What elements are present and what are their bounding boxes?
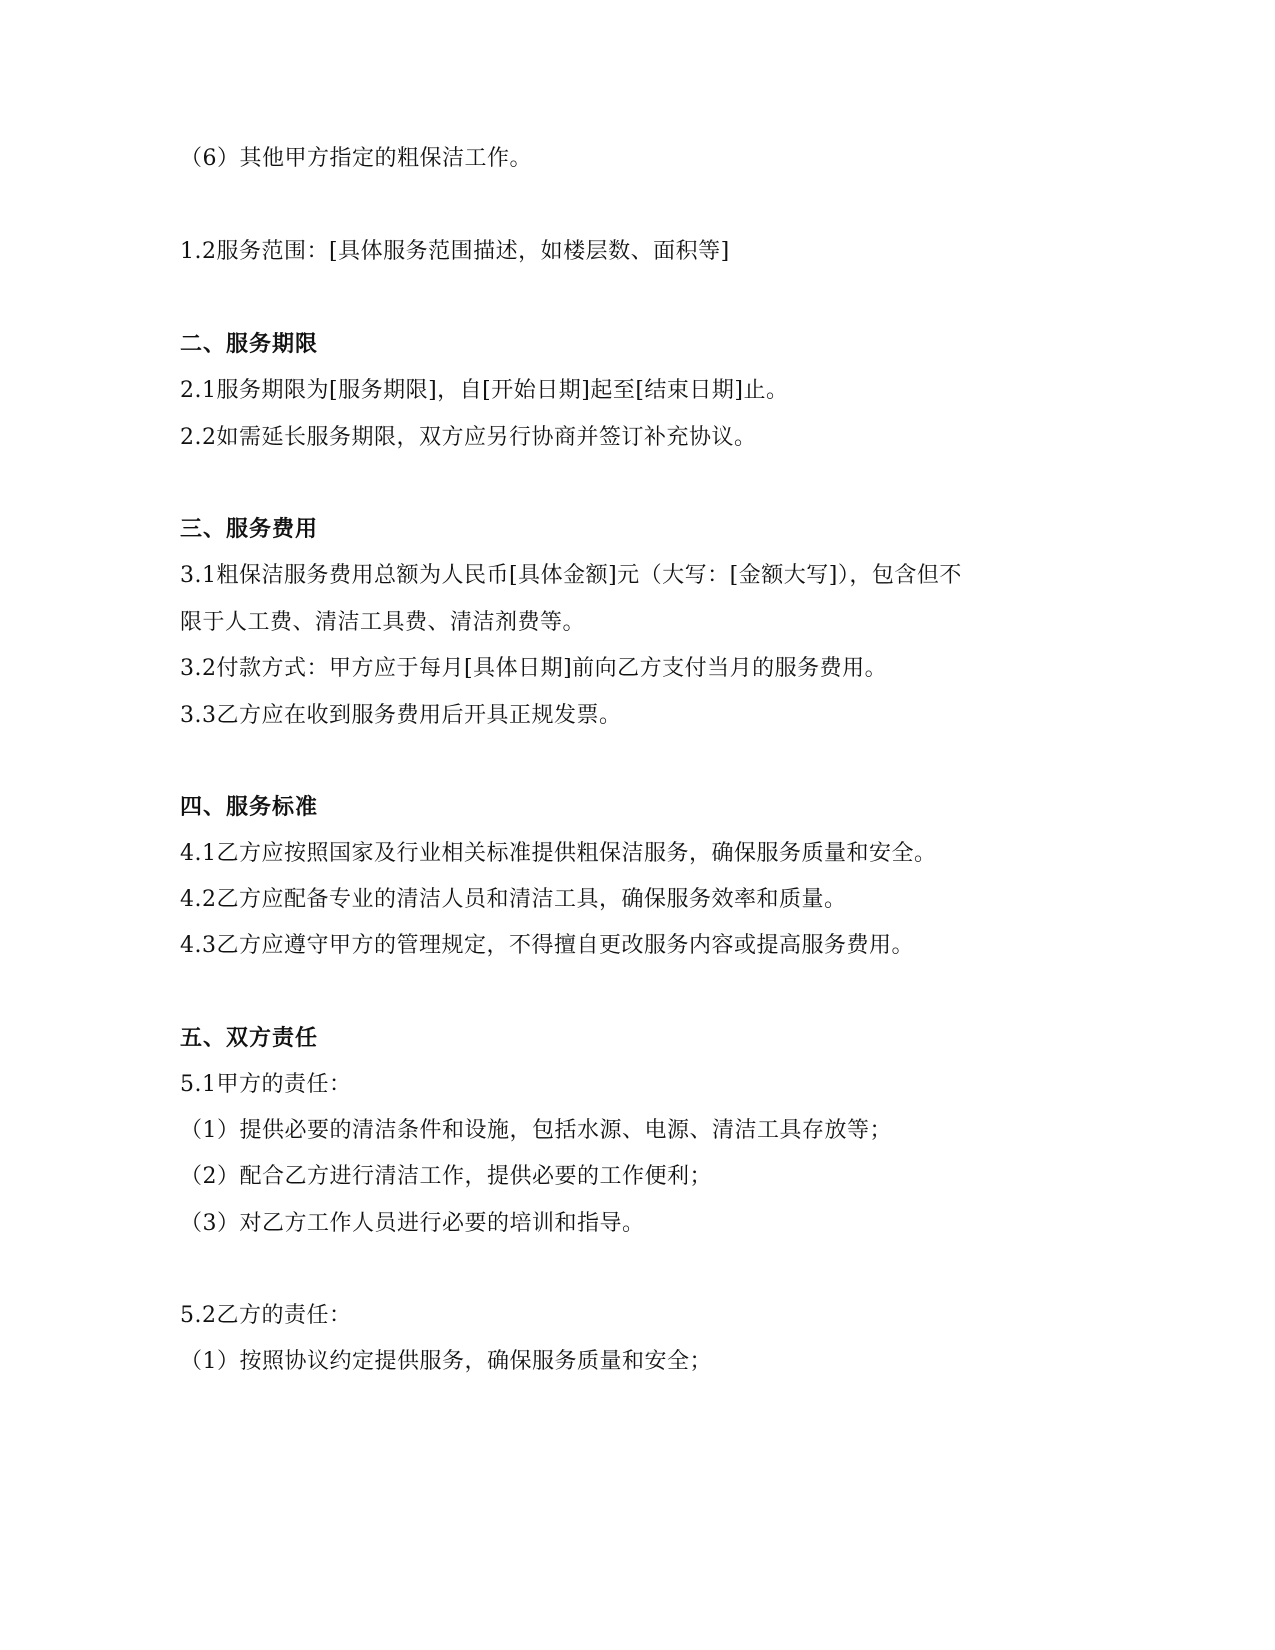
text-line: 4.3乙方应遵守甲方的管理规定，不得擅自更改服务内容或提高服务费用。 [180, 933, 914, 958]
text-line: 1.2服务范围：[具体服务范围描述，如楼层数、面积等] [180, 239, 730, 264]
text-line: 2.2如需延长服务期限，双方应另行协商并签订补充协议。 [180, 425, 757, 450]
text-line: 3.3乙方应在收到服务费用后开具正规发票。 [180, 703, 622, 728]
text-line: （3）对乙方工作人员进行必要的培训和指导。 [180, 1211, 645, 1236]
section-heading: 四、服务标准 [180, 795, 319, 820]
text-line: 4.2乙方应配备专业的清洁人员和清洁工具，确保服务效率和质量。 [180, 887, 847, 912]
text-line: （2）配合乙方进行清洁工作，提供必要的工作便利； [180, 1164, 712, 1189]
section-heading: 五、双方责任 [180, 1026, 319, 1051]
text-line: 限于人工费、清洁工具费、清洁剂费等。 [180, 610, 586, 635]
text-line: 3.1粗保洁服务费用总额为人民币[具体金额]元（大写：[金额大写]），包含但不 [180, 563, 962, 588]
text-line: （6）其他甲方指定的粗保洁工作。 [180, 146, 532, 171]
text-line: 4.1乙方应按照国家及行业相关标准提供粗保洁服务，确保服务质量和安全。 [180, 841, 937, 866]
text-line: 2.1服务期限为[服务期限]，自[开始日期]起至[结束日期]止。 [180, 378, 789, 403]
text-line: 3.2付款方式：甲方应于每月[具体日期]前向乙方支付当月的服务费用。 [180, 656, 888, 681]
text-line: （1）按照协议约定提供服务，确保服务质量和安全； [180, 1349, 712, 1374]
text-line: 5.2乙方的责任： [180, 1303, 352, 1328]
section-heading: 二、服务期限 [180, 332, 319, 357]
text-line: 5.1甲方的责任： [180, 1072, 352, 1097]
text-line: （1）提供必要的清洁条件和设施，包括水源、电源、清洁工具存放等； [180, 1118, 892, 1143]
section-heading: 三、服务费用 [180, 517, 319, 542]
